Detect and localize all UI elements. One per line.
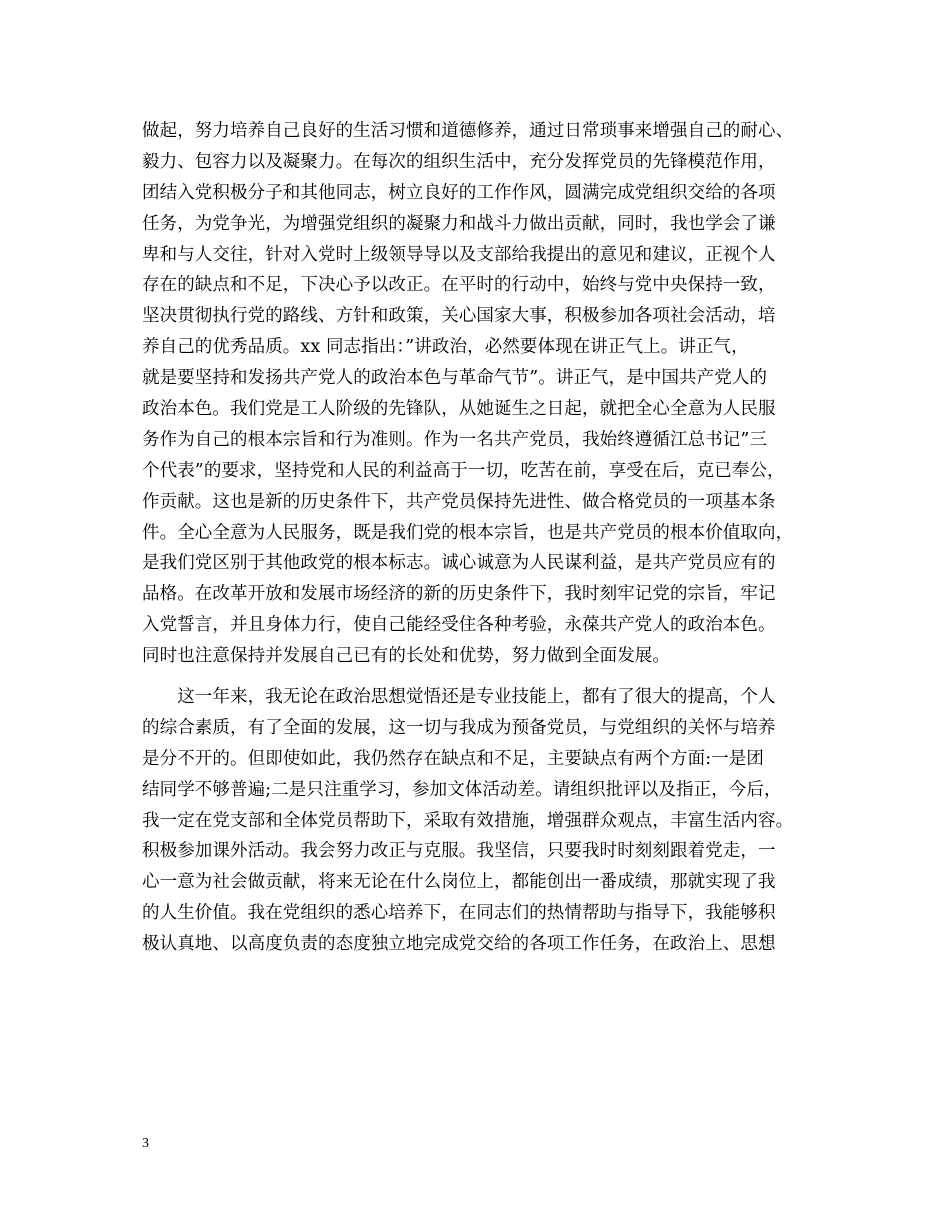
text-line: 的综合素质，有了全面的发展，这一切与我成为预备党员，与党组织的关怀与培养 [142,717,776,738]
text-line: 就是要坚持和发扬共产党人的政治本色与革命气节”。讲正气，是中国共产党人的 [142,368,768,389]
text-line: 积极参加课外活动。我会努力改正与克服。我坚信，只要我时时刻刻跟着党走，一 [142,841,776,862]
text-line: 我一定在党支部和全体党员帮助下，采取有效措施，增强群众观点，丰富生活内容。 [142,810,794,831]
text-line: 结同学不够普遍;二是只注重学习，参加文体活动差。请组织批评以及指正，今后， [142,779,782,800]
text-line: 极认真地、以高度负责的态度独立地完成党交给的各项工作任务，在政治上、思想 [142,934,776,955]
text-line: 任务，为党争光，为增强党组织的凝聚力和战斗力做出贡献，同时，我也学会了谦 [142,213,776,234]
paragraph-spacer [142,672,832,682]
text-line: 养自己的优秀品质。xx 同志指出：”讲政治，必然要体现在讲正气上。讲正气， [142,337,749,358]
text-line: 件。全心全意为人民服务，既是我们党的根本宗旨，也是共产党员的根本价值取向， [142,522,794,543]
text-line: 务作为自己的根本宗旨和行为准则。作为一名共产党员，我始终遵循江总书记”三 [142,429,768,450]
text-line: 入党誓言，并且身体力行，使自己能经受住各种考验，永葆共产党人的政治本色。 [142,615,776,636]
paragraph-1 [142,116,832,672]
text-line: 的人生价值。我在党组织的悉心培养下，在同志们的热情帮助与指导下，我能够积 [142,903,776,924]
text-line: 同时也注意保持并发展自己已有的长处和优势，努力做到全面发展。 [142,646,670,667]
text-line: 作贡献。这也是新的历史条件下，共产党员保持先进性、做合格党员的一项基本条 [142,491,776,512]
text-line: 品格。在改革开放和发展市场经济的新的历史条件下，我时刻牢记党的宗旨，牢记 [142,584,776,605]
text-line: 政治本色。我们党是工人阶级的先锋队，从她诞生之日起，就把全心全意为人民服 [142,399,776,420]
body-text [142,116,832,960]
text-line: 是分不开的。但即使如此，我仍然存在缺点和不足，主要缺点有两个方面:一是团 [142,748,764,769]
text-line: 存在的缺点和不足，下决心予以改正。在平时的行动中，始终与党中央保持一致， [142,275,776,296]
text-line: 毅力、包容力以及凝聚力。在每次的组织生活中，充分发挥党员的先锋模范作用， [142,151,776,172]
text-line: 做起，努力培养自己良好的生活习惯和道德修养，通过日常琐事来增强自己的耐心、 [142,121,794,141]
text-line: 是我们党区别于其他政党的根本标志。诚心诚意为人民谋利益，是共产党员应有的 [142,553,776,574]
paragraph-2 [142,682,832,960]
text-line: 团结入党积极分子和其他同志，树立良好的工作作风，圆满完成党组织交给的各项 [142,182,776,203]
text-line: 这一年来，我无论在政治思想觉悟还是专业技能上，都有了很大的提高，个人 [142,687,776,708]
text-line: 个代表”的要求，坚持党和人民的利益高于一切，吃苦在前，享受在后，克已奉公， [142,460,785,481]
text-line: 心一意为社会做贡献，将来无论在什么岗位上，都能创出一番成绩，那就实现了我 [142,872,776,893]
text-line: 坚决贯彻执行党的路线、方针和政策，关心国家大事，积极参加各项社会活动，培 [142,306,776,327]
page-number: 3 [142,1136,149,1151]
text-line: 卑和与人交往，针对入党时上级领导导以及支部给我提出的意见和建议，正视个人 [142,244,776,265]
